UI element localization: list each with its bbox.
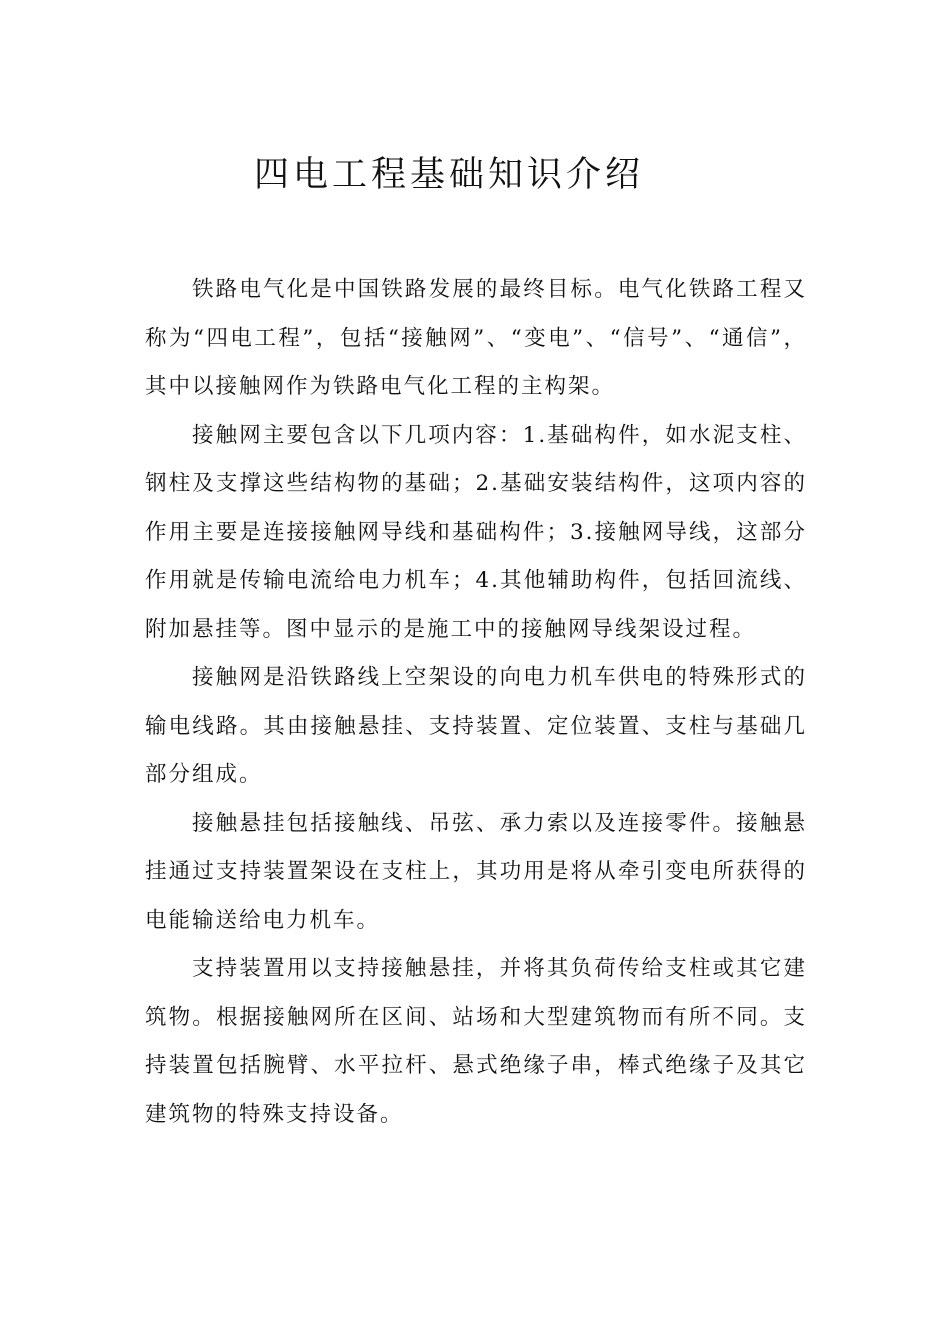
paragraph-catenary-definition: 接触网是沿铁路线上空架设的向电力机车供电的特殊形式的输电线路。其由接触悬挂、支持装置、定位装置、支柱与基础几部分组成。 xyxy=(145,665,807,787)
paragraph-contact-suspension: 接触悬挂包括接触线、吊弦、承力索以及连接零件。接触悬挂通过支持装置架设在支柱上，其功用是将从牵引变电所获得的电能输送给电力机车。 xyxy=(145,810,807,933)
document-title: 四电工程基础知识介绍 xyxy=(254,155,645,195)
paragraph-catenary-components: 接触网主要包含以下几项内容：1.基础构件，如水泥支柱、钢柱及支撑这些结构物的基础；2.基础安装结构件，这项内容的作用主要是连接接触网导线和基础构件；3.接触网导线，这部分作用就是传输电流给电力机车；4.其他辅助构件，包括回流线、附加悬挂等。图中显示的是施工中的接触网导线架设过程。 xyxy=(145,422,807,642)
paragraph-support-device: 支持装置用以支持接触悬挂，并将其负荷传给支柱或其它建筑物。根据接触网所在区间、站场和大型建筑物而有所不同。支持装置包括腕臂、水平拉杆、悬式绝缘子串，棒式绝缘子及其它建筑物的特殊支持设备。 xyxy=(145,956,807,1127)
document-body xyxy=(145,266,807,1139)
paragraph-electrification-overview: 铁路电气化是中国铁路发展的最终目标。电气化铁路工程又称为“四电工程”，包括“接触网”、“变电”、“信号”、“通信”，其中以接触网作为铁路电气化工程的主构架。 xyxy=(145,277,807,399)
